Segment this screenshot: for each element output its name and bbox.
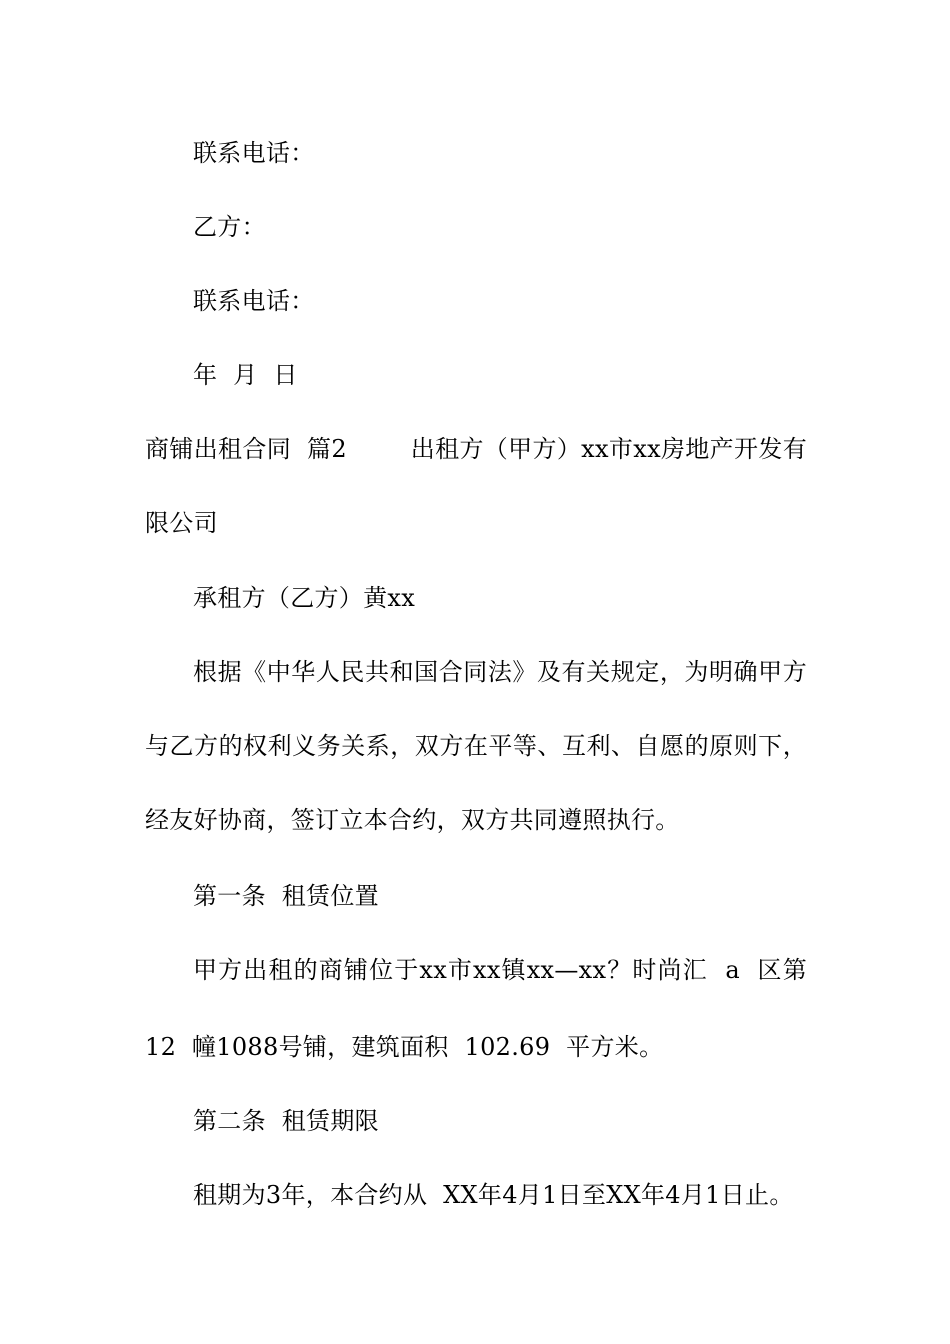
lessee-line: 承租方（乙方）黄xx — [193, 584, 416, 612]
article-2-line-1: 租期为3年，本合约从 XX年4月1日至XX年4月1日止。 — [193, 1181, 794, 1209]
article-1-title: 第一条 租赁位置 — [193, 882, 379, 910]
contact-phone-label-1: 联系电话： — [193, 139, 315, 167]
basis-paragraph-line-1: 根据《中华人民共和国合同法》及有关规定，为明确甲方 — [193, 658, 807, 686]
contact-phone-label-2: 联系电话： — [193, 287, 315, 315]
article-2-title: 第二条 租赁期限 — [193, 1107, 379, 1135]
contract-heading-line: 商铺出租合同 篇2 出租方（甲方）xx市xx房地产开发有 — [145, 435, 807, 463]
basis-paragraph-line-2: 与乙方的权利义务关系，双方在平等、互利、自愿的原则下， — [145, 732, 807, 760]
party-b-label: 乙方： — [193, 213, 266, 241]
article-1-line-2: 12 幢1088号铺，建筑面积 102.69 平方米。 — [145, 1033, 664, 1061]
article-1-line-1: 甲方出租的商铺位于xx市xx镇xx—xx？时尚汇 a 区第 — [193, 956, 807, 984]
basis-paragraph-line-3: 经友好协商，签订立本合约，双方共同遵照执行。 — [145, 806, 680, 834]
date-line: 年 月 日 — [193, 361, 298, 389]
contract-heading-line-cont: 限公司 — [145, 509, 218, 537]
